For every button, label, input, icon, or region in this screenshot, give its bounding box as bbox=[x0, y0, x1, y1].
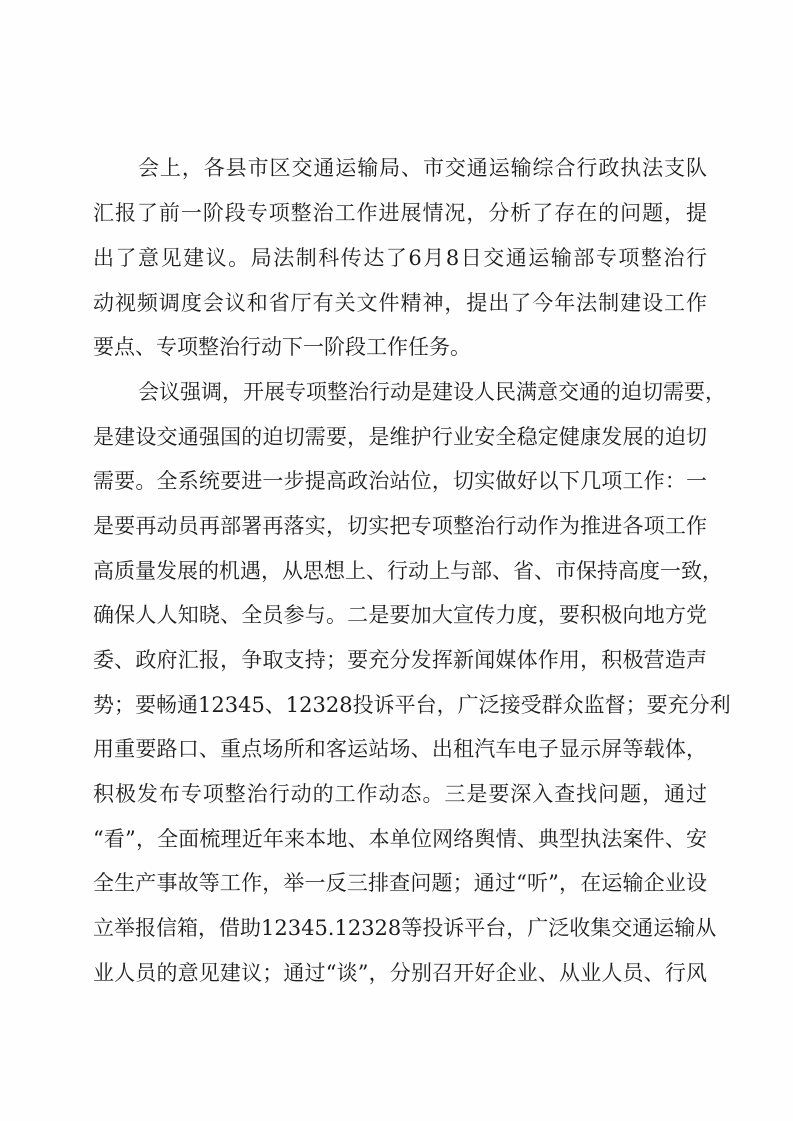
paragraph-2-line-7: 委、政府汇报，争取支持；要充分发挥新闻媒体作用，积极营造声 bbox=[93, 648, 707, 672]
paragraph-2-line-12: 全生产事故等工作，举一反三排查问题；通过“听”，在运输企业设 bbox=[93, 871, 707, 895]
paragraph-2-line-9: 用重要路口、重点场所和客运站场、出租汽车电子显示屏等载体， bbox=[93, 737, 707, 761]
paragraph-1-line-2: 汇报了前一阶段专项整治工作进展情况，分析了存在的问题，提 bbox=[93, 201, 707, 225]
paragraph-2-line-4: 是要再动员再部署再落实，切实把专项整治行动作为推进各项工作 bbox=[93, 514, 707, 538]
paragraph-2-line-8: 势；要畅通12345、12328投诉平台，广泛接受群众监督；要充分利 bbox=[93, 693, 731, 717]
paragraph-2-line-2: 是建设交通强国的迫切需要，是维护行业安全稳定健康发展的迫切 bbox=[93, 425, 707, 449]
paragraph-2-line-10: 积极发布专项整治行动的工作动态。三是要深入查找问题，通过 bbox=[93, 782, 707, 806]
paragraph-2-line-1: 会议强调，开展专项整治行动是建设人民满意交通的迫切需要， bbox=[138, 380, 726, 404]
paragraph-1-line-4: 动视频调度会议和省厅有关文件精神，提出了今年法制建设工作 bbox=[93, 291, 707, 315]
paragraph-2-line-13: 立举报信箱，借助12345.12328等投诉平台，广泛收集交通运输从 bbox=[93, 916, 717, 940]
paragraph-2-line-11: “看”，全面梳理近年来本地、本单位网络舆情、典型执法案件、安 bbox=[93, 827, 707, 851]
paragraph-2-line-5: 高质量发展的机遇，从思想上、行动上与部、省、市保持高度一致， bbox=[93, 559, 723, 583]
paragraph-1-line-1: 会上，各县市区交通运输局、市交通运输综合行政执法支队 bbox=[138, 156, 707, 180]
paragraph-2-line-3: 需要。全系统要进一步提高政治站位，切实做好以下几项工作：一 bbox=[93, 469, 707, 493]
paragraph-2-line-6: 确保人人知晓、全员参与。二是要加大宣传力度，要积极向地方党 bbox=[93, 603, 707, 627]
paragraph-1-line-3: 出了意见建议。局法制科传达了6月8日交通运输部专项整治行 bbox=[93, 246, 707, 270]
paragraph-2-line-14: 业人员的意见建议；通过“谈”，分别召开好企业、从业人员、行风 bbox=[93, 961, 707, 985]
paragraph-1-line-5: 要点、专项整治行动下一阶段工作任务。 bbox=[93, 335, 471, 359]
